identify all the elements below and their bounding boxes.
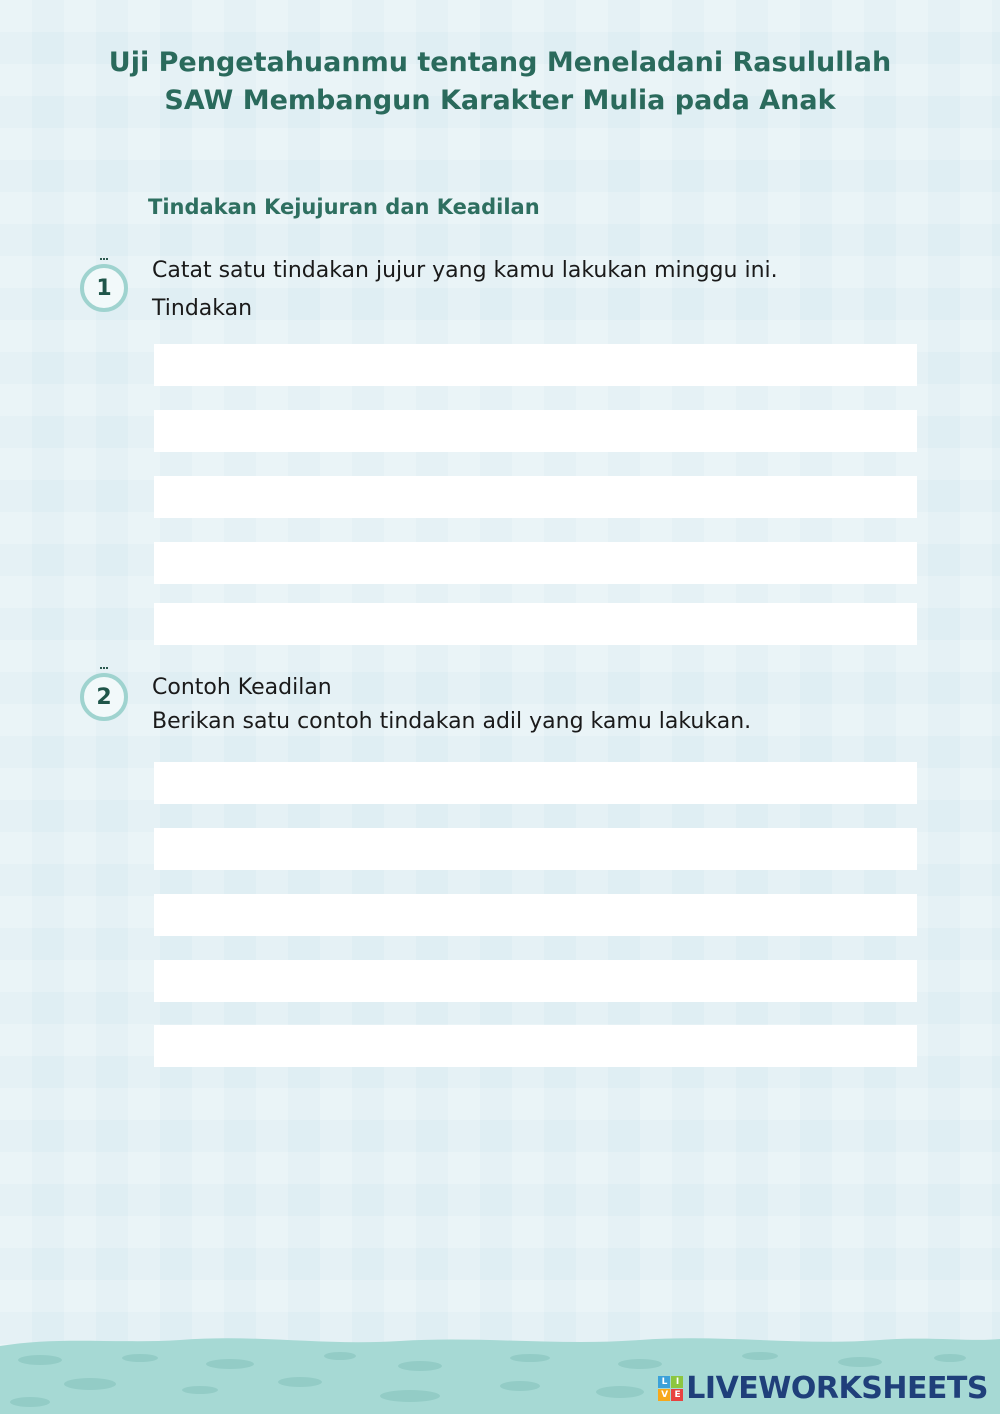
question-1-answer-2[interactable]: [154, 410, 917, 452]
badge-knob-icon: [100, 258, 108, 264]
question-1-number-badge: [80, 264, 128, 312]
logo-cube-v: V: [658, 1389, 670, 1401]
logo-cube-i: I: [671, 1376, 683, 1388]
logo-text: LIVEWORKSHEETS: [686, 1371, 988, 1406]
question-2-number: 2: [96, 684, 112, 710]
logo-cubes-icon: [658, 1376, 683, 1401]
question-1-number: 1: [96, 275, 112, 301]
liveworksheets-logo: [658, 1371, 988, 1406]
question-2-text: [152, 670, 751, 738]
question-2-answer-2[interactable]: [154, 828, 917, 870]
section-title: Tindakan Kejujuran dan Keadilan: [148, 195, 540, 219]
question-2-answer-4[interactable]: [154, 960, 917, 1002]
question-1-answer-5[interactable]: [154, 603, 917, 645]
question-2-answer-1[interactable]: [154, 762, 917, 804]
question-1-line-1: Catat satu tindakan jujur yang kamu lakukan minggu ini.: [152, 258, 778, 283]
question-2-line-2: Berikan satu contoh tindakan adil yang kamu lakukan.: [152, 709, 752, 734]
question-1-line-2: Tindakan: [152, 296, 253, 321]
question-1-answer-3[interactable]: [154, 476, 917, 518]
question-1-answer-1[interactable]: [154, 344, 917, 386]
badge-knob-icon: [100, 667, 108, 673]
title-line-1: Uji Pengetahuanmu tentang Meneladani Rasulullah: [108, 47, 892, 78]
logo-cube-l: L: [658, 1376, 670, 1388]
question-2-line-1: Contoh Keadilan: [152, 675, 332, 700]
title-line-2: SAW Membangun Karakter Mulia pada Anak: [164, 85, 836, 116]
question-2-number-badge: [80, 673, 128, 721]
question-2-answer-3[interactable]: [154, 894, 917, 936]
question-2-answer-5[interactable]: [154, 1025, 917, 1067]
worksheet-title: [0, 44, 1000, 120]
question-1-text: [152, 252, 778, 328]
question-1-answer-4[interactable]: [154, 542, 917, 584]
logo-cube-e: E: [671, 1389, 683, 1401]
